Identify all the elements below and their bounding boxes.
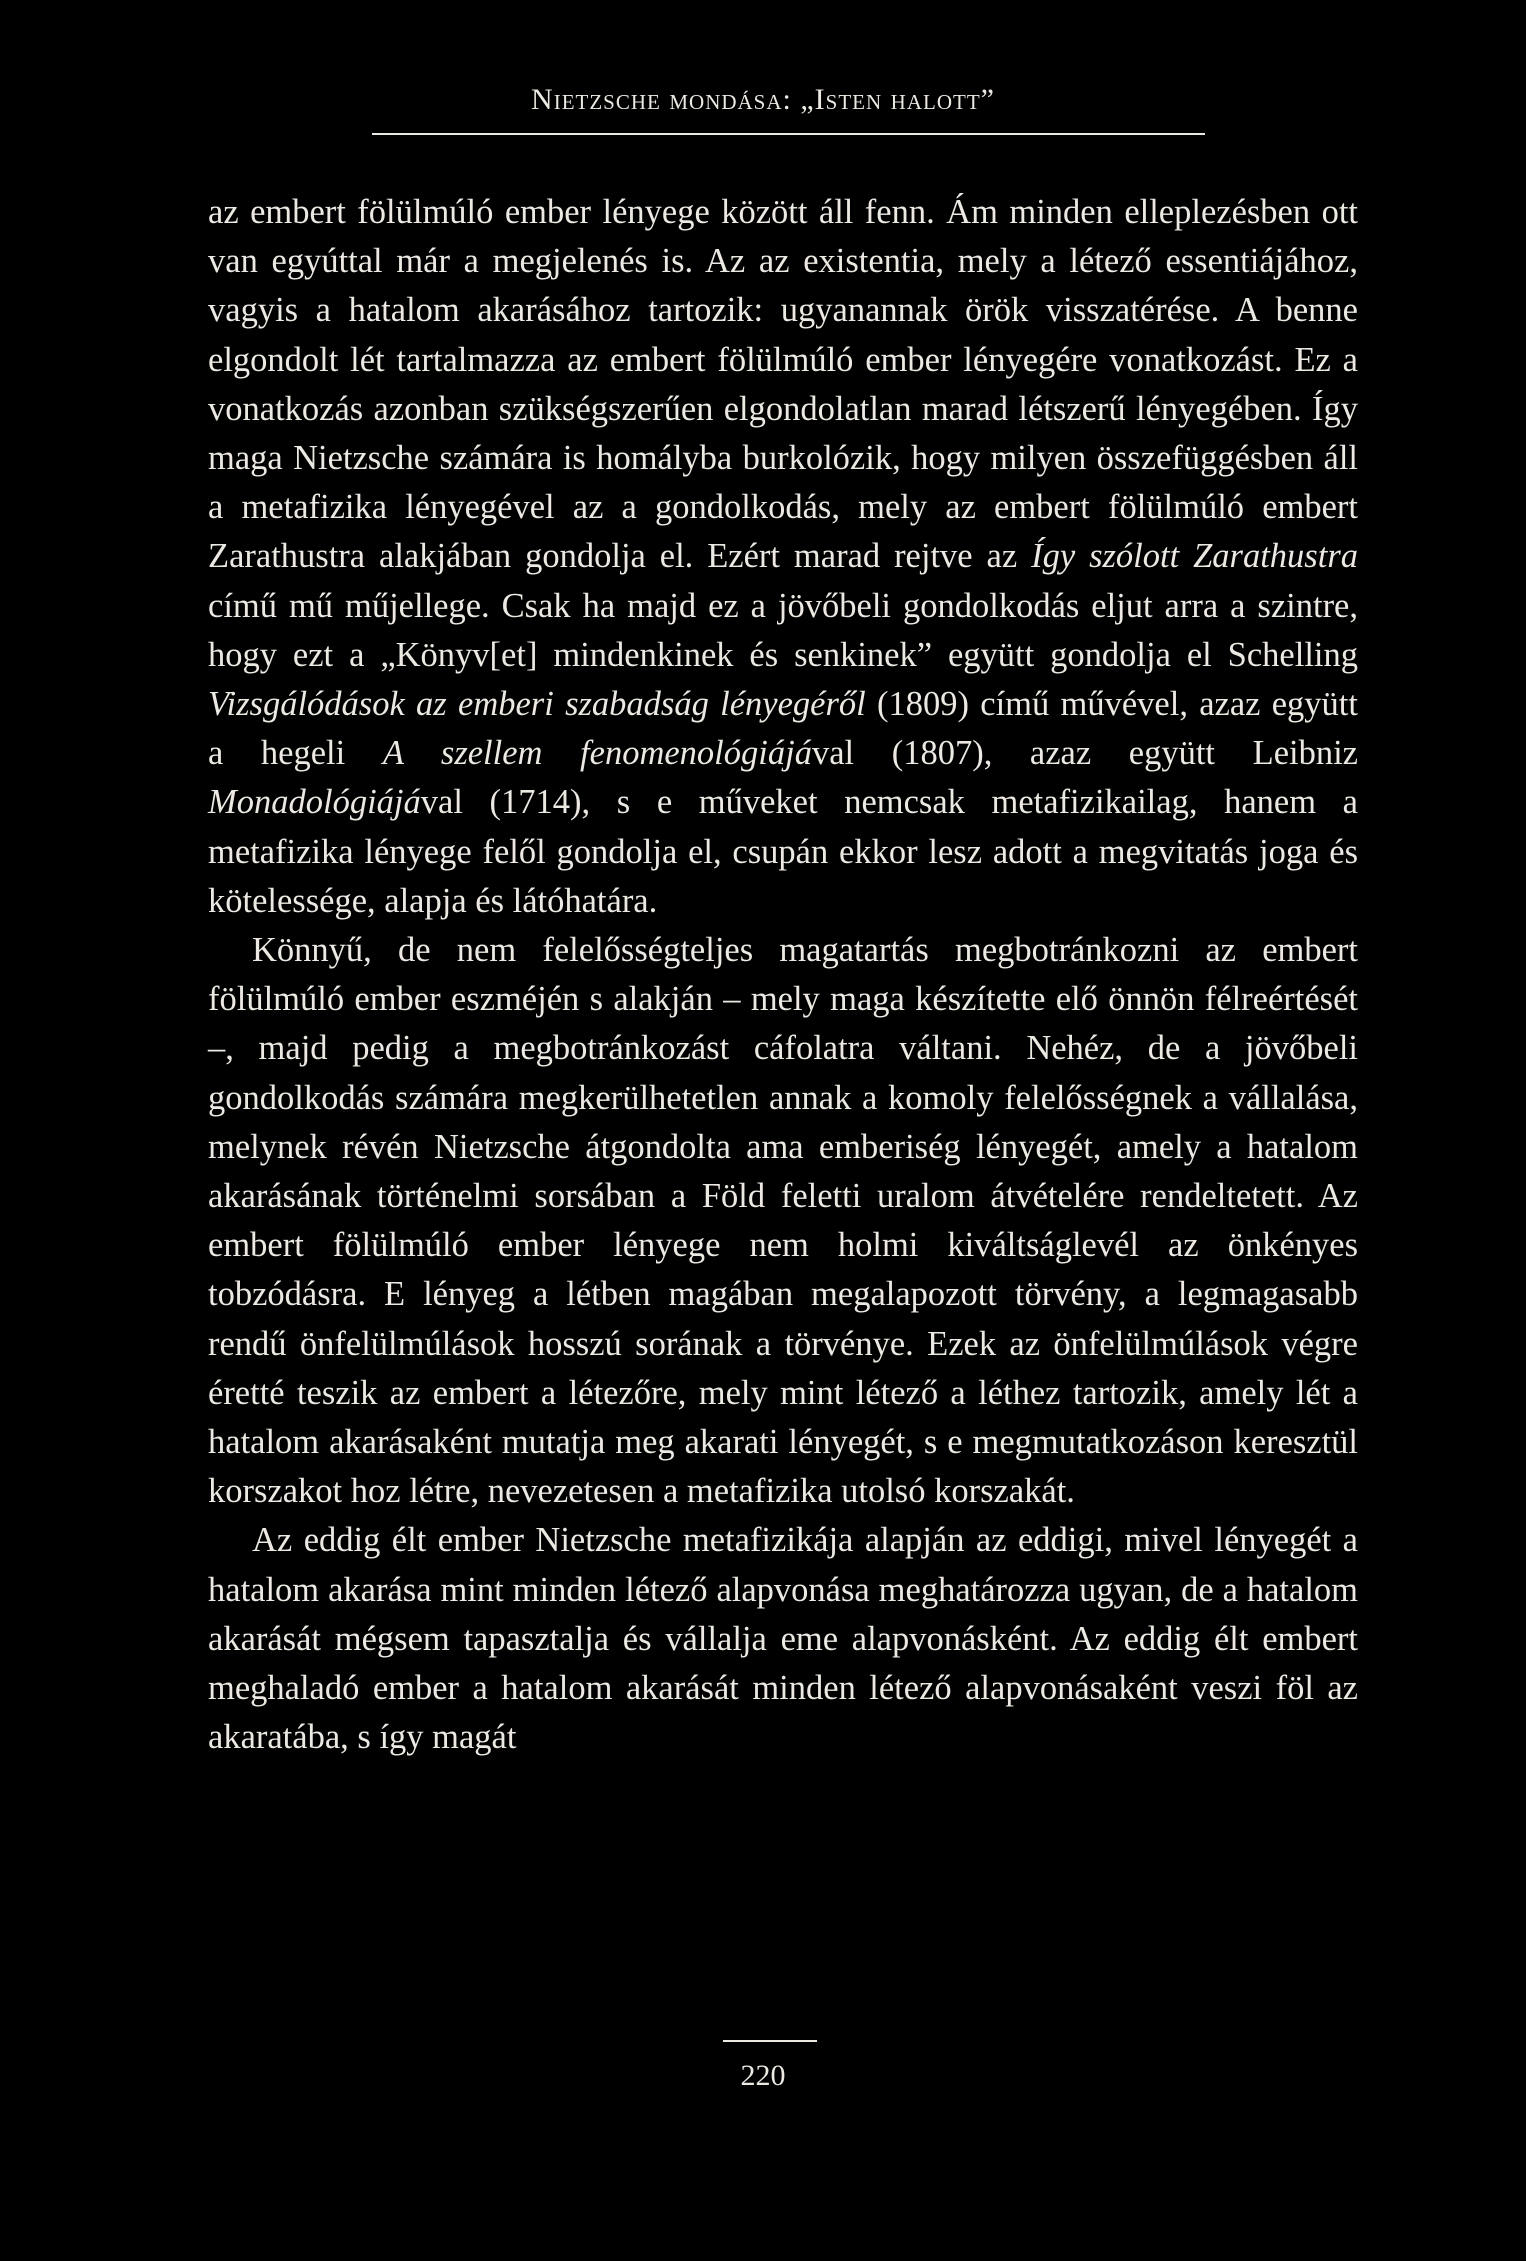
text-run: val (1807), azaz együtt Leibniz: [811, 734, 1358, 773]
page-number: 220: [740, 2059, 786, 2092]
text-run: című mű műjellege. Csak ha majd ez a jövőbeli gondolkodás eljut arra a szintre, hogy ezt a „Könyv[et] mindenkinek és senkinek” együtt gondolja el Schelling: [208, 586, 1358, 674]
book-title-hegel: A szellem fenomenológiájá: [382, 734, 812, 773]
running-header: [0, 82, 1526, 118]
text-run: (1809) című művével, azaz együtt a hegeli: [208, 685, 1358, 773]
footer-divider: [723, 2040, 817, 2042]
running-title: Nietzsche mondása: „Isten halott”: [531, 83, 995, 116]
book-title-leibniz: Monadológiájá: [208, 783, 421, 822]
paragraph-continuation: [208, 188, 1358, 926]
text-run: val (1714), s e műveket nemcsak metafizikailag, hanem a metafizika lényege felől gondolja el, csupán ekkor lesz adott a megvitatás joga és kötelessége, alapja és látóhatára.: [208, 783, 1358, 920]
page-body: [208, 188, 1358, 1763]
book-title-zarathustra: Így szólott Zarathustra: [1031, 537, 1358, 576]
text-run: Könnyű, de nem felelősségteljes magatartás megbotránkozni az embert fölülmúló ember eszméjén s alakján – mely maga készítette elő önnön félreértését –, majd pedig a megbotránkozást cáfolatra váltani. Nehéz, de a jövőbeli gondolkodás számára megkerülhetetlen annak a komoly felelősségnek a vállalása, melynek révén Nietzsche átgondolta ama emberiség lényegét, amely a hatalom akarásának történelmi sorsában a Föld feletti uralom átvételére rendeltetett. Az embert fölülmúló ember lényege nem holmi kiváltságlevél az önkényes tobzódásra. E lényeg a létben magában megalapozott törvény, a legmagasabb rendű önfelülmúlások hosszú sorának a törvénye. Ezek az önfelülmúlások végre éretté teszik az embert a létezőre, mely mint létező a léthez tartozik, amely lét a hatalom akarásaként mutatja meg akarati lényegét, s e megmutatkozáson keresztül korszakot hoz létre, nevezetesen a metafizika utolsó korszakát.: [208, 931, 1358, 1511]
text-run: Az eddig élt ember Nietzsche metafizikája alapján az eddigi, mivel lényegét a hatalom akarása mint minden létező alapvonása meghatározza ugyan, de a hatalom akarását mégsem tapasztalja és vállalja eme alapvonásként. Az eddig élt embert meghaladó ember a hatalom akarását minden létező alapvonásaként veszi föl az akaratába, s így magát: [208, 1521, 1358, 1757]
text-run: az embert fölülmúló ember lényege között áll fenn. Ám minden elleplezésben ott van egyúttal már a megjelenés is. Az az existentia, mely a létező essentiájához, vagyis a hatalom akarásához tartozik: ugyanannak örök visszatérése. A benne elgondolt lét tartalmazza az embert fölülmúló ember lényegére vonatkozást. Ez a vonatkozás azonban szükségszerűen elgondolatlan marad létszerű lényegében. Így maga Nietzsche számára is homályba burkolózik, hogy milyen összefüggésben áll a metafizika lényegével az a gondolkodás, mely az embert fölülmúló embert Zarathustra alakjában gondolja el. Ezért marad rejtve az: [208, 193, 1358, 576]
book-title-schelling: Vizsgálódások az emberi szabadság lényegéről: [208, 685, 866, 724]
paragraph: [208, 926, 1358, 1516]
header-divider: [372, 133, 1205, 135]
paragraph: [208, 1516, 1358, 1762]
